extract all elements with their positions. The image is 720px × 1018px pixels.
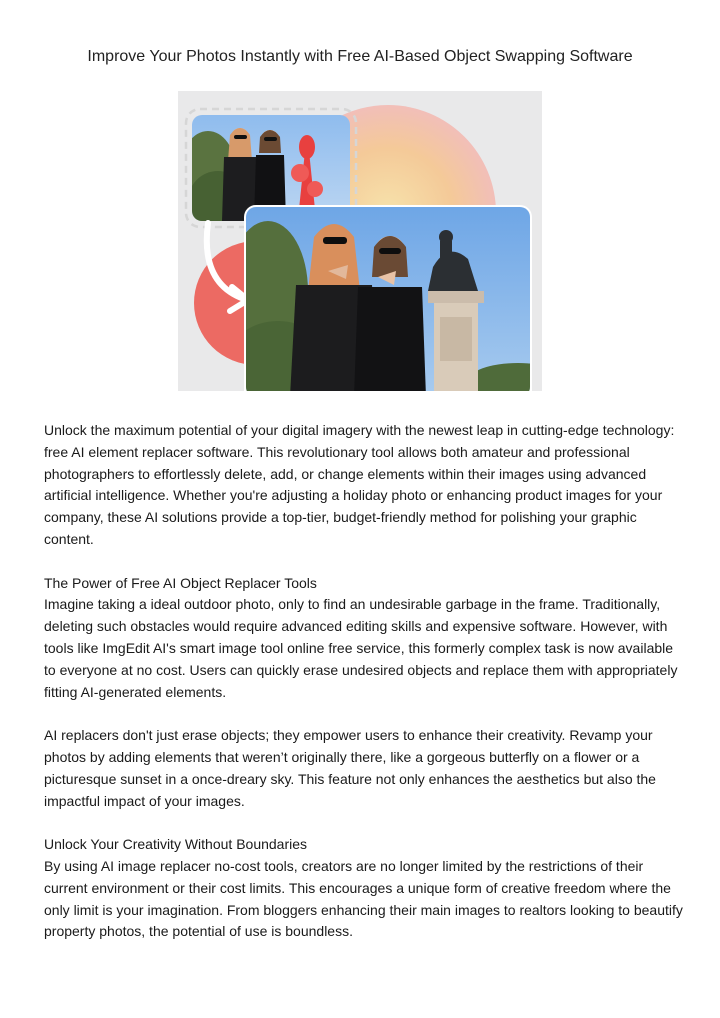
after-photo xyxy=(228,207,542,391)
paragraph-text: Imagine taking a ideal outdoor photo, only to find an undesirable garbage in the frame. Traditionally, deleting such obstacles would require advanced editing skills and expensive software. However, with tools like ImgEdit AI's smart image tool online free service, this formerly complex task is now available to everyone at no cost. Users can quickly erase undesired objects and replace them with appropriately fitting AI-generated elements. xyxy=(44,596,678,700)
paragraph-unlock-creativity xyxy=(44,834,684,943)
hero-image xyxy=(178,91,542,391)
section-heading: Unlock Your Creativity Without Boundaries xyxy=(44,836,308,853)
page-title: Improve Your Photos Instantly with Free AI-Based Object Swapping Software xyxy=(87,48,633,65)
paragraph-creativity xyxy=(44,725,684,812)
paragraph-text: AI replacers don't just erase objects; they empower users to enhance their creativity. Revamp your photos by adding elements that weren’t originally there, like a gorgeous butterfly on a flower or a picturesque sunset in a once-dreary sky. This feature not only enhances the aesthetics but also the impactful impact of your images. xyxy=(44,727,656,809)
object-swap-illustration xyxy=(178,91,542,391)
paragraph-text: Unlock the maximum potential of your digital imagery with the newest leap in cutting-edge technology: free AI element replacer software. This revolutionary tool allows both amateur and professional photographers to effortlessly delete, add, or change elements within their images using advanced artificial intelligence. Whether you're adjusting a holiday photo or enhancing product images for your company, these AI solutions provide a top-tier, budget-friendly method for polishing your graphic content. xyxy=(44,422,675,547)
paragraph-text: By using AI image replacer no-cost tools, creators are no longer limited by the restrictions of their current environment or their cost limits. This encourages a unique form of creative freedom where the only limit is your imagination. From bloggers enhancing their main images to realtors looking to beautify property photos, the potential of use is boundless. xyxy=(44,857,683,940)
section-heading: The Power of Free AI Object Replacer Tools xyxy=(44,574,317,591)
paragraph-power-of-tools xyxy=(44,573,684,704)
article-body xyxy=(44,420,684,965)
paragraph-intro xyxy=(44,420,684,551)
